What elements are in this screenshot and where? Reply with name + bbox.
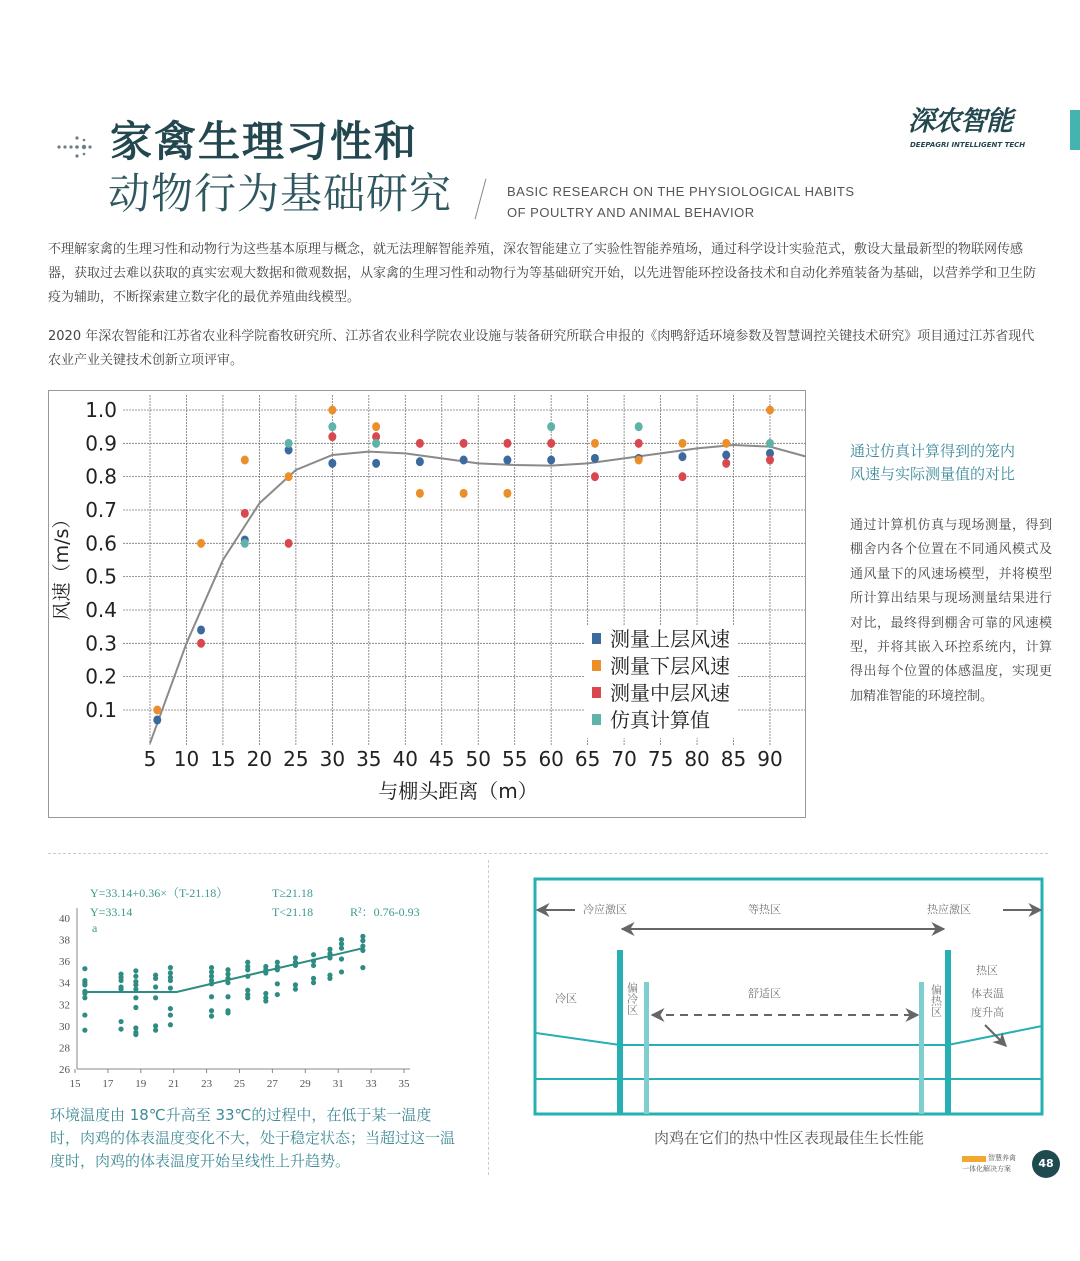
data-point-2 — [197, 539, 205, 548]
english-subtitle — [507, 181, 855, 223]
data-point-3 — [460, 439, 468, 448]
english-subtitle-line1: BASIC RESEARCH ON THE PHYSIOLOGICAL HABITS — [507, 184, 855, 199]
data-point — [225, 994, 230, 999]
data-point — [311, 952, 316, 957]
y-tick-label: 34 — [59, 977, 70, 990]
x-tick-label: 35 — [356, 747, 382, 771]
side-title-line2: 风速与实际测量值的对比 — [850, 465, 1016, 483]
data-point — [82, 995, 87, 1000]
data-point-1 — [503, 455, 511, 464]
legend-label: 测量下层风速 — [610, 654, 730, 678]
panel-label: a — [92, 921, 98, 935]
data-point — [311, 980, 316, 985]
wind-speed-chart — [48, 390, 806, 818]
x-tick-label: 33 — [365, 1078, 377, 1090]
y-axis-label: 风速（m/s） — [51, 509, 73, 621]
y-tick-label: 28 — [59, 1042, 70, 1055]
page-title-line2: 动物行为基础研究 — [108, 169, 453, 218]
data-point — [339, 969, 344, 974]
data-point-1 — [328, 459, 336, 468]
data-point-1 — [460, 455, 468, 464]
y-tick-label: 1.0 — [85, 398, 117, 422]
y-tick-label: 0.7 — [85, 497, 117, 522]
x-tick-label: 65 — [574, 747, 601, 771]
data-point-4 — [241, 539, 249, 548]
y-tick-label: 0.5 — [85, 564, 117, 589]
y-tick-label: 0.1 — [85, 697, 117, 722]
footer-tag-2: 一体化解决方案 — [962, 1165, 1011, 1173]
y-tick-label: 0.2 — [85, 664, 117, 689]
x-tick-label: 20 — [246, 747, 273, 771]
data-point-1 — [678, 452, 686, 461]
x-tick-label: 90 — [757, 747, 783, 771]
x-tick-label: 75 — [647, 747, 674, 771]
data-point — [82, 966, 87, 971]
data-point-3 — [328, 432, 336, 441]
data-point — [118, 1019, 123, 1024]
data-point-3 — [285, 539, 293, 548]
data-point-3 — [722, 459, 730, 468]
data-point — [153, 995, 158, 1000]
title-divider — [475, 179, 487, 220]
data-point — [133, 974, 138, 979]
chart-side-description: 通过计算机仿真与现场测量，得到棚舍内各个位置在不同通风模式及通风量下的风速场模型，并将模型所计算出结果与现场测量结果进行对比，最终得到棚舍可靠的风速模型，并将其嵌入环控系统内，计算得出每个位置的体感温度，实现更加精准智能的环境控制。 — [850, 518, 1052, 704]
section-divider — [48, 853, 1048, 854]
data-point — [168, 1006, 173, 1011]
body-temperature-line — [536, 1026, 1042, 1045]
legend-label: 仿真计算值 — [610, 708, 710, 732]
x-tick-label: 35 — [398, 1078, 410, 1090]
x-tick-label: 55 — [501, 747, 528, 771]
condition-2: T<21.18 — [272, 905, 314, 919]
legend-swatch — [592, 687, 601, 698]
x-tick-label: 21 — [168, 1078, 180, 1090]
x-tick-label: 15 — [210, 747, 236, 771]
y-tick-label: 0.9 — [85, 431, 117, 456]
x-tick-label: 70 — [611, 747, 637, 771]
data-point — [133, 968, 138, 973]
y-tick-label: 0.6 — [85, 531, 117, 556]
fit-line — [85, 948, 363, 992]
label-cold-zone: 冷区 — [555, 992, 577, 1005]
label-cool-side: 偏冷区 — [625, 982, 639, 1015]
data-point-2 — [503, 489, 511, 498]
x-tick-label: 23 — [201, 1078, 213, 1090]
page-title: 家禽生理习性和 — [110, 117, 419, 166]
data-point-4 — [766, 439, 774, 448]
r-squared: R²：0.76-0.93 — [350, 905, 420, 919]
intro-paragraph-1: 不理解家禽的生理习性和动物行为这些基本原理与概念，就无法理解智能养殖，深农智能建立了实验性智能养殖场，通过科学设计实验范式，敷设大量最新型的物联网传感器，获取过去难以获取的真实宏观大数据和微观数据，从家禽的生理习性和动物行为等基础研究开始，以先进智能环控设备技术和自动化养殖装备为基础，以营养学和卫生防疫为辅助，不断探索建立数字化的最优养殖曲线模型。 — [48, 242, 1037, 305]
data-point-4 — [547, 422, 555, 431]
data-point — [118, 978, 123, 983]
label-hot-zone: 热区 — [976, 964, 998, 977]
data-point-3 — [635, 439, 643, 448]
x-tick-label: 29 — [299, 1078, 311, 1090]
body-temperature-chart — [40, 880, 460, 1100]
footer-accent-bar — [962, 1156, 986, 1162]
legend-swatch — [592, 660, 601, 671]
data-point-2 — [635, 455, 643, 464]
x-tick-label: 50 — [465, 747, 491, 771]
data-point — [209, 994, 214, 999]
data-point — [153, 984, 158, 989]
data-point — [311, 963, 316, 968]
data-point — [133, 995, 138, 1000]
upper-critical-bar — [945, 950, 951, 1114]
data-point — [275, 992, 280, 997]
data-point — [153, 1028, 158, 1033]
warm-side-bar — [919, 982, 924, 1114]
x-tick-label: 45 — [429, 747, 455, 771]
data-point-3 — [678, 472, 686, 481]
data-point-2 — [766, 406, 774, 415]
condition-1: T≥21.18 — [272, 886, 313, 900]
y-tick-label: 32 — [59, 999, 70, 1012]
data-point-1 — [547, 455, 555, 464]
accent-bar — [1070, 110, 1080, 150]
y-tick-label: 38 — [59, 934, 70, 947]
footer-tag-1: 智慧养禽 — [988, 1154, 1016, 1162]
chart-side-title — [850, 440, 1015, 486]
data-point — [133, 1005, 138, 1010]
data-point-3 — [503, 439, 511, 448]
page-number: 48 — [1032, 1150, 1060, 1178]
data-point-2 — [328, 406, 336, 415]
x-axis-label: 与棚头距离（m） — [378, 779, 538, 803]
data-point-1 — [153, 715, 161, 724]
data-point-1 — [722, 450, 730, 459]
data-point — [245, 995, 250, 1000]
label-cold-stress: 冷应激区 — [583, 903, 627, 916]
y-tick-label: 0.4 — [85, 597, 117, 622]
legend-label: 测量上层风速 — [610, 627, 730, 651]
data-point — [293, 987, 298, 992]
data-point-3 — [241, 509, 249, 518]
data-point-2 — [722, 439, 730, 448]
x-tick-label: 15 — [69, 1078, 81, 1090]
y-tick-label: 40 — [59, 912, 70, 925]
data-point-1 — [416, 457, 424, 466]
data-point-1 — [372, 459, 380, 468]
data-point-2 — [460, 489, 468, 498]
brand-logo-tagline: DEEPAGRI INTELLIGENT TECH — [910, 141, 1026, 149]
data-point — [209, 1008, 214, 1013]
data-point-4 — [372, 439, 380, 448]
equation-2: Y=33.14 — [90, 905, 133, 919]
data-point — [153, 976, 158, 981]
data-point — [225, 1010, 230, 1015]
data-point-1 — [197, 625, 205, 634]
rise-arrow-icon — [985, 1025, 1006, 1046]
data-point — [168, 978, 173, 983]
intro-paragraph-2: 2020 年深农智能和江苏省农业科学院畜牧研究所、江苏省农业科学院农业设施与装备研究所联合申报的《肉鸭舒适环境参数及智慧调控关键技术研究》项目通过江苏省现代农业产业关键技术创新立项评审。 — [48, 329, 1035, 368]
data-point — [82, 1028, 87, 1033]
label-heat-stress: 热应激区 — [927, 903, 971, 916]
thermal-zone-diagram — [520, 870, 1060, 1126]
dots-decoration-icon — [56, 132, 92, 162]
x-tick-label: 25 — [234, 1078, 245, 1090]
data-point-2 — [241, 455, 249, 464]
x-tick-label: 60 — [538, 747, 564, 771]
equation-1: Y=33.14+0.36×（T-21.18） — [90, 886, 229, 900]
data-point-3 — [197, 639, 205, 648]
brand-logo: 深农智能 — [908, 106, 1012, 137]
x-tick-label: 40 — [392, 747, 419, 771]
y-tick-label: 36 — [59, 956, 70, 969]
legend-swatch — [592, 714, 601, 725]
lower-critical-bar — [617, 950, 623, 1114]
y-tick-label: 0.8 — [85, 464, 117, 489]
data-point-2 — [372, 422, 380, 431]
data-point-3 — [591, 472, 599, 481]
x-tick-label: 5 — [143, 747, 157, 771]
label-warm-side: 偏热区 — [929, 984, 943, 1017]
y-tick-label: 26 — [59, 1064, 70, 1076]
column-divider — [488, 860, 489, 1175]
x-tick-label: 31 — [332, 1078, 344, 1090]
data-point — [168, 1012, 173, 1017]
x-tick-label: 80 — [684, 747, 710, 771]
diagram-caption: 肉鸡在它们的热中性区表现最佳生长性能 — [653, 1129, 924, 1147]
data-point-2 — [591, 439, 599, 448]
data-point — [360, 938, 365, 943]
data-point-2 — [285, 472, 293, 481]
data-point-2 — [153, 705, 161, 714]
label-comfort: 舒适区 — [748, 987, 781, 1000]
legend-label: 测量中层风速 — [610, 681, 730, 705]
label-body-temp-1: 体表温 — [971, 987, 1004, 1000]
x-tick-label: 27 — [266, 1078, 278, 1090]
side-title-line1: 通过仿真计算得到的笼内 — [850, 442, 1016, 460]
cool-side-bar — [644, 982, 649, 1114]
data-point — [339, 956, 344, 961]
data-point — [339, 946, 344, 951]
label-isothermal: 等热区 — [748, 903, 781, 916]
legend-swatch — [592, 633, 601, 644]
data-point — [133, 1032, 138, 1037]
data-point — [168, 1022, 173, 1027]
data-point-2 — [678, 439, 686, 448]
data-point-4 — [328, 422, 336, 431]
data-point — [263, 998, 268, 1003]
y-tick-label: 30 — [59, 1020, 70, 1033]
data-point-1 — [591, 454, 599, 463]
data-point — [245, 967, 250, 972]
label-body-temp-2: 度升高 — [971, 1006, 1004, 1019]
data-point — [118, 1026, 123, 1031]
data-point-3 — [766, 455, 774, 464]
data-point — [82, 982, 87, 987]
english-subtitle-line2: OF POULTRY AND ANIMAL BEHAVIOR — [507, 205, 755, 220]
x-tick-label: 85 — [720, 747, 747, 771]
data-point-2 — [416, 489, 424, 498]
x-tick-label: 17 — [102, 1078, 114, 1090]
y-tick-label: 0.3 — [85, 631, 117, 656]
temperature-chart-caption: 环境温度由 18℃升高至 33℃的过程中，在低于某一温度时，肉鸡的体表温度变化不大，处于稳定状态；当超过这一温度时，肉鸡的体表温度开始呈线性上升趋势。 — [50, 1106, 456, 1170]
x-tick-label: 30 — [319, 747, 346, 771]
data-point-3 — [547, 439, 555, 448]
data-point — [327, 976, 332, 981]
x-tick-label: 10 — [173, 747, 200, 771]
data-point-4 — [635, 422, 643, 431]
data-point — [275, 981, 280, 986]
data-point — [168, 986, 173, 991]
x-tick-label: 19 — [135, 1078, 147, 1090]
data-point — [168, 965, 173, 970]
data-point — [360, 965, 365, 970]
data-point — [209, 1014, 214, 1019]
data-point-3 — [416, 439, 424, 448]
x-tick-label: 25 — [283, 747, 309, 771]
data-point-4 — [285, 439, 293, 448]
data-point — [82, 1012, 87, 1017]
